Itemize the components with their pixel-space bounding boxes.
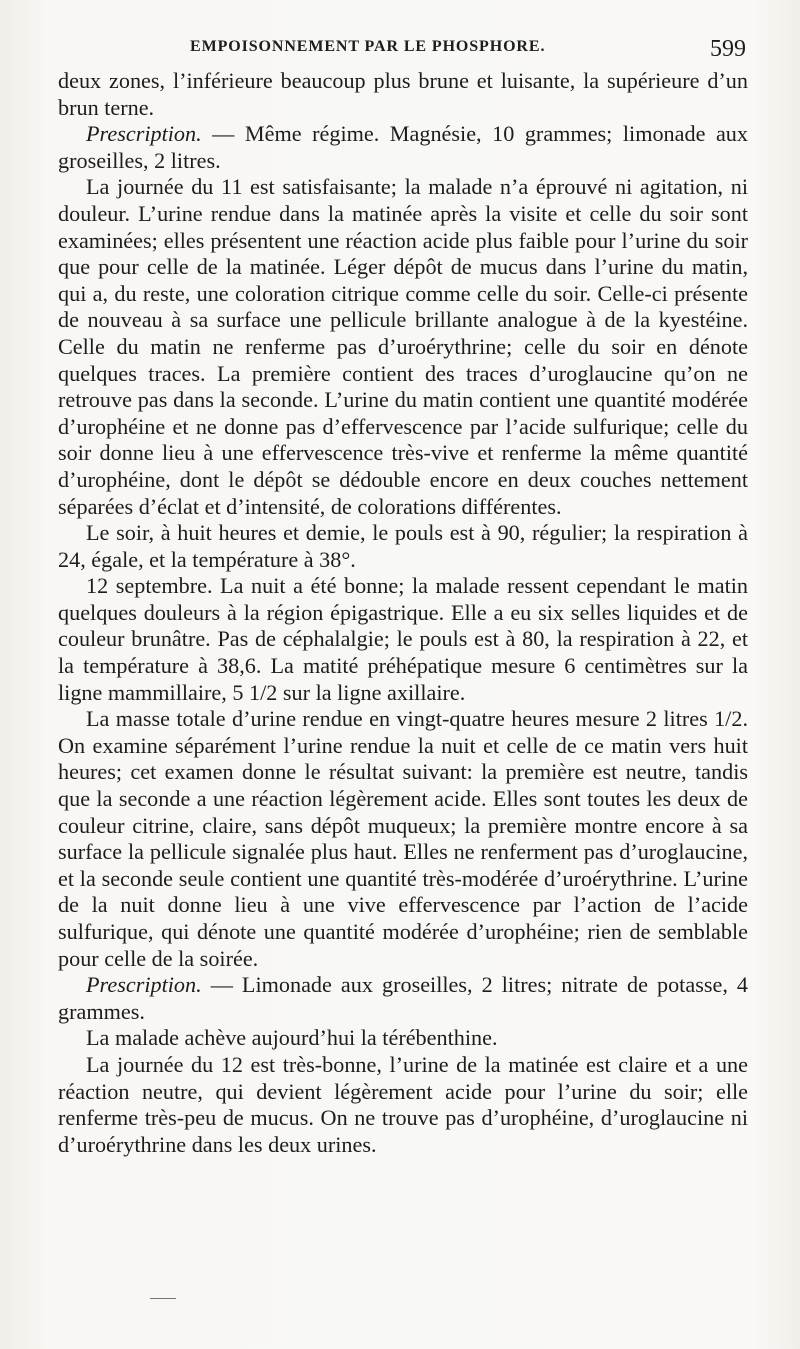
prescription-label: Prescription. [86, 121, 202, 147]
paragraph-text: — Limonade aux groseilles, 2 litres; nitrate de potasse, 4 grammes. [58, 972, 748, 1024]
paragraph [58, 706, 748, 972]
paragraph-text: La masse totale d’urine rendue en vingt-quatre heures mesure 2 litres 1/2. On examine séparément l’urine rendue la nuit et celle de ce matin vers huit heures; cet examen donne le résultat suivant: la première est neutre, tandis que la seconde a une réaction légèrement acide. Elles sont toutes les deux de couleur citrine, claire, sans dépôt muqueux; la première montre encore à sa surface la pellicule signalée plus haut. Elles ne renferment pas d’uroglaucine, et la seconde seule contient une quantité très-modérée d’uroérythrine. L’urine de la nuit donne lieu à une vive effervescence par l’action de l’acide sulfurique, qui dénote une quantité modérée d’urophéine; rien de semblable pour celle de la soirée. [58, 706, 748, 971]
paragraph-date-entry [58, 573, 748, 706]
paragraph-prescription [58, 972, 748, 1025]
paragraph [58, 520, 748, 573]
paragraph [58, 1052, 748, 1158]
paragraph-text: — Même régime. Magnésie, 10 grammes; limonade aux groseilles, 2 litres. [58, 121, 748, 173]
prescription-label: Prescription. [86, 972, 202, 998]
paragraph-text: 12 septembre. La nuit a été bonne; la malade ressent cependant le matin quelques douleurs à la région épigastrique. Elle a eu six selles liquides et de couleur brunâtre. Pas de céphalalgie; le pouls est à 80, la respiration à 22, et la température à 38,6. La matité préhépatique mesure 6 centimètres sur la ligne mammillaire, 5 1/2 sur la ligne axillaire. [58, 573, 748, 705]
footer-mark [150, 1298, 176, 1299]
paragraph-text: La malade achève aujourd’hui la térébenthine. [86, 1025, 498, 1051]
running-header [58, 30, 748, 68]
paragraph-text: La journée du 12 est très-bonne, l’urine de la matinée est claire et a une réaction neutre, qui devient légèrement acide pour l’urine du soir; elle renferme très-peu de mucus. On ne trouve pas d’urophéine, d’uroglaucine ni d’uroérythrine dans les deux urines. [58, 1051, 748, 1157]
paragraph-text: La journée du 11 est satisfaisante; la malade n’a éprouvé ni agitation, ni douleur. L’urine rendue dans la matinée après la visite et celle du soir sont examinées; elles présentent une réaction acide plus faible pour l’urine du soir que pour celle de la matinée. Léger dépôt de mucus dans l’urine du matin, qui a, du reste, une coloration citrique comme celle du soir. Celle-ci présente de nouveau à sa surface une pellicule brillante analogue à de la kyestéine. Celle du matin ne renferme pas d’uroérythrine; celle du soir en dénote quelques traces. La première contient des traces d’uroglaucine qu’on ne retrouve pas dans la seconde. L’urine du matin contient une quantité modérée d’urophéine et ne donne pas d’effervescence par l’acide sulfurique; celle du soir donne lieu à une effervescence très-vive et renferme la même quantité d’urophéine, dont le dépôt se dédouble encore en deux couches nettement séparées d’éclat et d’intensité, de colorations différentes. [58, 174, 748, 519]
paragraph [58, 174, 748, 520]
paragraph-continued [58, 68, 748, 121]
paragraph [58, 1025, 748, 1052]
page-number: 599 [710, 36, 746, 62]
paragraph-text: deux zones, l’inférieure beaucoup plus brune et luisante, la supérieure d’un brun terne. [58, 68, 748, 120]
running-title: EMPOISONNEMENT PAR LE PHOSPHORE. [190, 38, 546, 55]
body-text [58, 68, 748, 1158]
paragraph-text: Le soir, à huit heures et demie, le pouls est à 90, régulier; la respiration à 24, égale, et la température à 38°. [58, 520, 748, 572]
paragraph-prescription [58, 121, 748, 174]
